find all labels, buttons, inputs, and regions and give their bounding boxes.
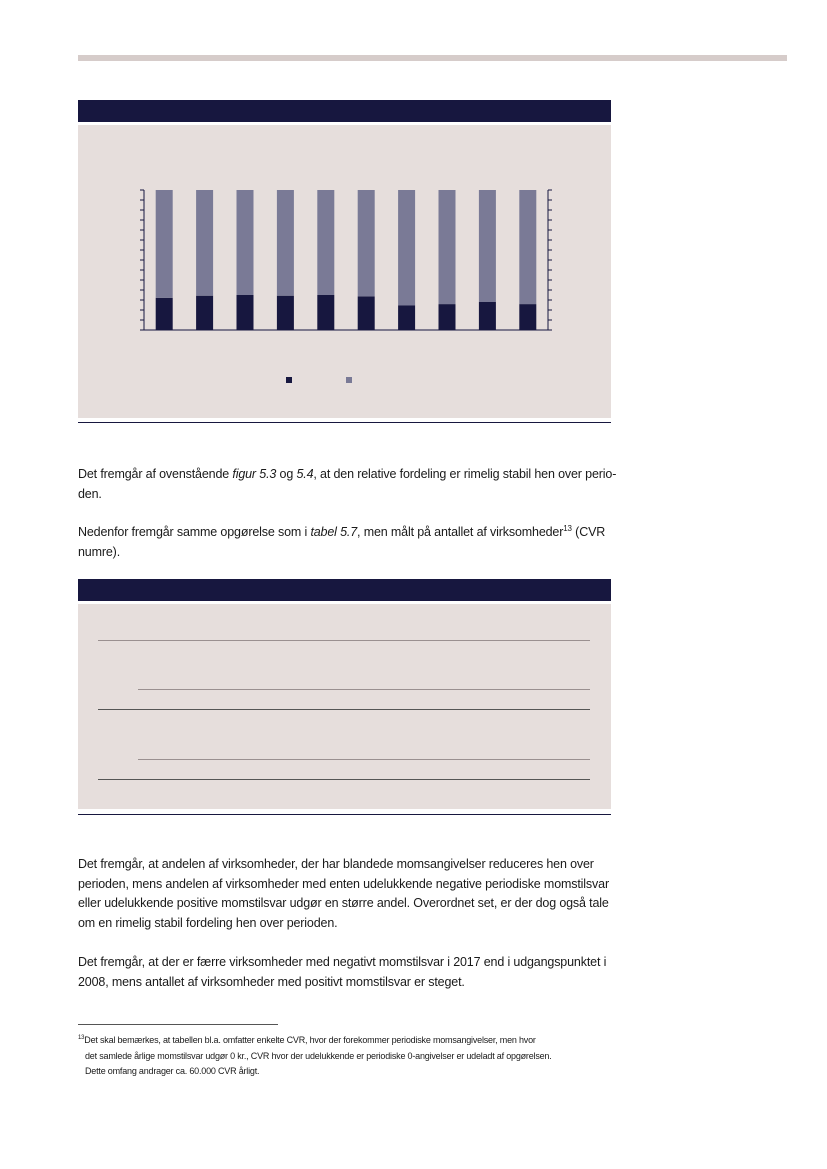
table-bottom-rule xyxy=(78,814,611,815)
table-subrule xyxy=(138,759,590,760)
bar-segment-series-2 xyxy=(196,190,213,296)
paragraph-4: Det fremgår, at der er færre virksomheder med negativt momstilsvar i 2017 end i udgangspunktet i 2008, mens antallet af virksomheder med positivt momstilsvar er steget. xyxy=(78,955,607,989)
footnote-number: 13 xyxy=(78,1035,85,1041)
figure-header-bar xyxy=(78,100,611,122)
bar-segment-series-2 xyxy=(237,190,254,295)
table-subrule xyxy=(138,689,590,690)
bar-segment-series-1 xyxy=(196,296,213,330)
bar-segment-series-1 xyxy=(398,306,415,331)
paragraph-text: Nedenfor fremgår samme opgørelse som i xyxy=(78,525,311,539)
stacked-bar-chart xyxy=(78,125,611,418)
table-rule xyxy=(98,640,590,641)
bar-segment-series-1 xyxy=(519,304,536,330)
footnote xyxy=(78,1033,618,1080)
paragraph-1 xyxy=(78,465,618,504)
footnote-rule xyxy=(78,1024,278,1025)
table-reference: tabel 5.7 xyxy=(310,525,358,539)
bar-segment-series-1 xyxy=(277,296,294,330)
bar-segment-series-2 xyxy=(398,190,415,306)
bar-segment-series-1 xyxy=(317,295,334,330)
footnote-text: Dette omfang andrager ca. 60.000 CVR årligt. xyxy=(85,1066,260,1076)
bar-segment-series-2 xyxy=(156,190,173,298)
paragraph-text: , men målt på antallet af virksomheder xyxy=(357,525,564,539)
footnote-marker[interactable]: 13 xyxy=(563,523,572,533)
paragraph-3: Det fremgår, at andelen af virksomheder, der har blandede momsangivelser reduceres hen over perioden, mens andelen af virksomheder med enten udelukkende negative periodiske momstilsvar eller udelukkende positive momstilsvar udgør en større andel. Overordnet set, er der dog også tale om en rimelig stabil fordeling hen over perioden. xyxy=(78,857,609,930)
bar-segment-series-1 xyxy=(479,302,496,330)
table-header-bar xyxy=(78,579,611,601)
table-panel xyxy=(78,604,611,809)
bar-segment-series-2 xyxy=(439,190,456,304)
legend-swatch-series-2 xyxy=(346,377,352,383)
paragraph-text: (CVR numre). xyxy=(78,525,606,559)
paragraph-text: Det fremgår af ovenstående xyxy=(78,467,233,481)
paragraph-text: og xyxy=(276,467,297,481)
footnote-text: Det skal bemærkes, at tabellen bl.a. omfatter enkelte CVR, hvor der forekommer periodiske momsangivelser, men hvor xyxy=(84,1035,536,1045)
footnote-text: det samlede årlige momstilsvar udgør 0 kr., CVR hvor der udelukkende er periodiske 0-angivelser er udeladt af opgørelsen. xyxy=(85,1050,552,1061)
figure-bottom-rule xyxy=(78,422,611,423)
figure-reference: 5.4 xyxy=(296,467,314,481)
bar-segment-series-1 xyxy=(358,296,375,330)
figure-panel xyxy=(78,125,611,418)
bar-segment-series-2 xyxy=(519,190,536,304)
bar-segment-series-1 xyxy=(156,298,173,330)
legend-swatch-series-1 xyxy=(286,377,292,383)
header-bar xyxy=(78,55,787,61)
paragraph-text: , at den relative fordeling er rimelig stabil hen over perio-den. xyxy=(78,467,617,501)
bar-segment-series-1 xyxy=(237,295,254,330)
paragraph-2 xyxy=(78,523,618,562)
bar-segment-series-2 xyxy=(479,190,496,302)
bar-segment-series-1 xyxy=(439,304,456,330)
footnote-line xyxy=(78,1035,536,1045)
bar-segment-series-2 xyxy=(358,190,375,296)
bar-segment-series-2 xyxy=(277,190,294,296)
figure-reference: figur 5.3 xyxy=(232,467,277,481)
bar-segment-series-2 xyxy=(317,190,334,295)
table-rule xyxy=(98,779,590,780)
table-rule xyxy=(98,709,590,710)
